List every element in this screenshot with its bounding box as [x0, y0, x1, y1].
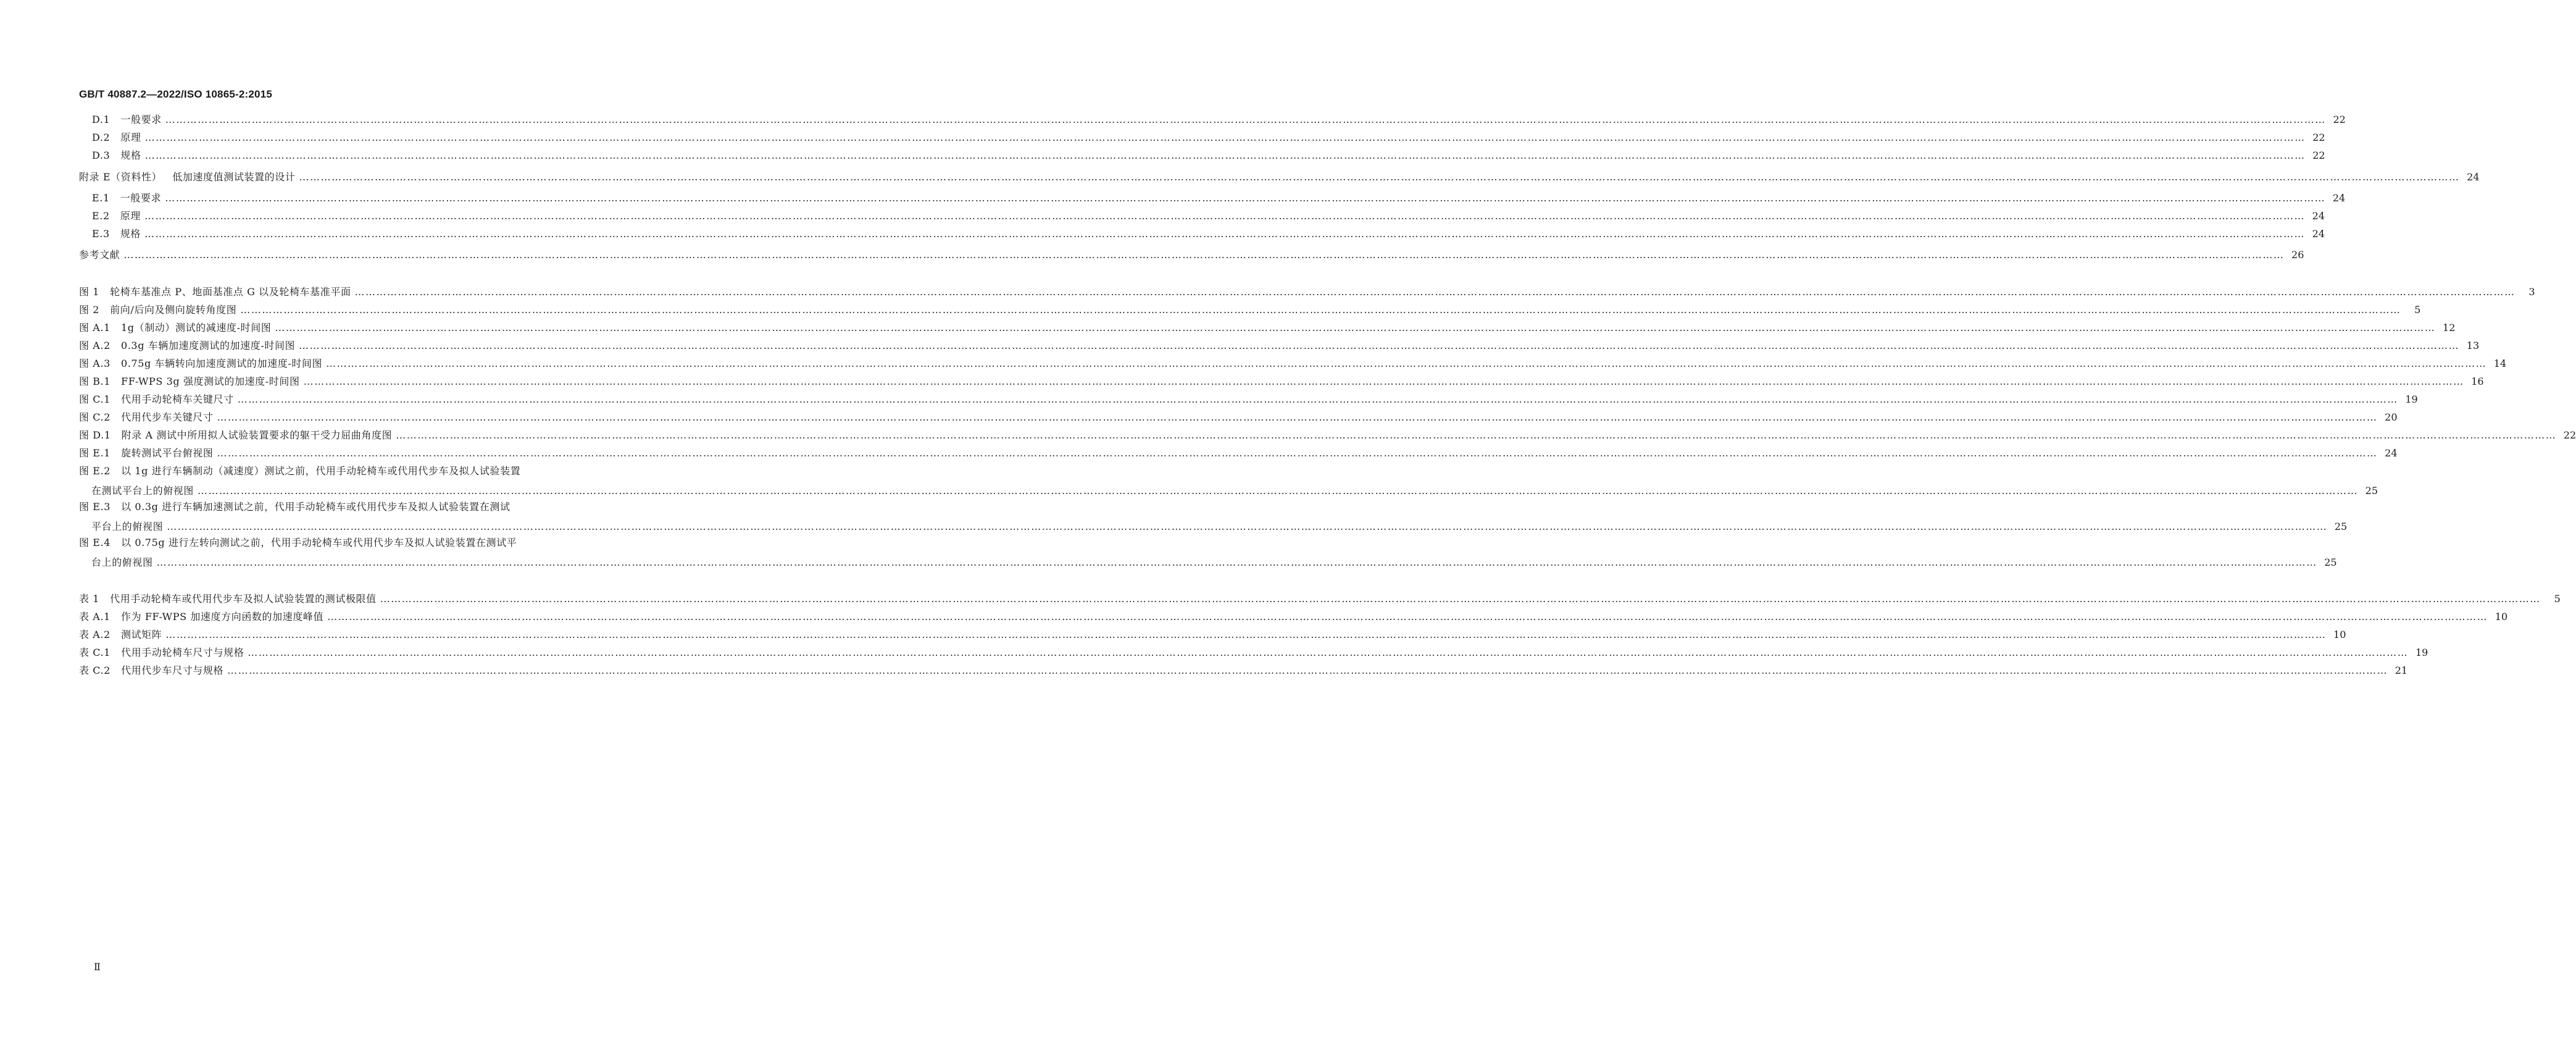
figure-title-continuation: 平台上的俯视图 — [91, 521, 164, 532]
figure-number: 图 1 — [79, 286, 100, 298]
toc-item-title: 低加速度值测试装置的设计 — [172, 171, 296, 183]
dot-leader: …………………………………………………………………………………………………………………………………………………………………………………………………………………………………………………………………………………………………………………………………………………………………………………………………………………………………………………………………………………………………………………………………………………… — [380, 593, 2541, 605]
toc-item-bibliography[interactable] — [79, 245, 2304, 265]
figure-page: 13 — [2466, 340, 2480, 351]
toc-item-page: 24 — [2312, 228, 2325, 240]
figure-title: 轮椅车基准点 P、地面基准点 G 以及轮椅车基准平面 — [110, 286, 351, 298]
toc-item-number: D.3 — [92, 149, 110, 161]
toc-item-e3[interactable] — [79, 224, 2325, 244]
figure-title: 前向/后向及侧向旋转角度图 — [110, 304, 237, 316]
dot-leader: …………………………………………………………………………………………………………………………………………………………………………………………………………………………………………………………………………………………………………………………………………………………………………………………………………………………………………………………………………………………………………………………………………………… — [144, 210, 2306, 222]
table-page: 5 — [2554, 593, 2561, 605]
figure-page: 20 — [2385, 411, 2398, 423]
toc-item-d2[interactable] — [79, 128, 2325, 148]
figure-entry-e3[interactable] — [79, 497, 2348, 537]
toc-item-page: 24 — [2312, 210, 2325, 222]
figure-number: 图 A.3 — [79, 358, 110, 369]
figure-page: 22 — [2563, 429, 2576, 441]
figure-page: 24 — [2385, 447, 2398, 459]
figure-page: 14 — [2493, 358, 2507, 369]
figure-title: 以 0.75g 进行左转向测试之前，代用手动轮椅车或代用代步车及拟人试验装置在测试平 — [121, 537, 517, 548]
dot-leader: …………………………………………………………………………………………………………………………………………………………………………………………………………………………………………………………………………………………………………………………………………………………………………………………………………………………………………………………………………………………………………………………………………………… — [144, 228, 2306, 240]
toc-item-page: 22 — [2312, 149, 2325, 161]
figure-title: 旋转测试平台俯视图 — [121, 447, 214, 459]
table-title: 代用手动轮椅车或代用代步车及拟人试验装置的测试极限值 — [110, 593, 377, 605]
dot-leader: …………………………………………………………………………………………………………………………………………………………………………………………………………………………………………………………………………………………………………………………………………………………………………………………………………………………………………………………………………………………………………………………………………………… — [165, 629, 2327, 640]
standard-code-header: GB/T 40887.2—2022/ISO 10865-2:2015 — [79, 88, 272, 100]
table-title: 代用手动轮椅车尺寸与规格 — [121, 647, 244, 658]
toc-item-number: D.2 — [92, 132, 110, 143]
figure-number: 图 E.3 — [79, 501, 111, 513]
dot-leader: …………………………………………………………………………………………………………………………………………………………………………………………………………………………………………………………………………………………………………………………………………………………………………………………………………………………………………………………………………………………………………………………………………………… — [144, 132, 2306, 143]
toc-item-page: 24 — [2332, 192, 2346, 204]
toc-item-number: E.3 — [92, 228, 110, 240]
figure-entry-e1[interactable] — [79, 443, 2398, 463]
table-entry-c1[interactable] — [79, 643, 2428, 663]
dot-leader: …………………………………………………………………………………………………………………………………………………………………………………………………………………………………………………………………………………………………………………………………………………………………………………………………………………………………………………………………………………………………………………………………………………… — [326, 358, 2487, 369]
table-number: 表 A.2 — [79, 629, 110, 640]
toc-item-number: E.2 — [92, 210, 110, 222]
dot-leader: …………………………………………………………………………………………………………………………………………………………………………………………………………………………………………………………………………………………………………………………………………………………………………………………………………………………………………………………………………………………………………………………………………………… — [240, 304, 2401, 316]
table-entry-a1[interactable] — [79, 607, 2508, 627]
dot-leader: …………………………………………………………………………………………………………………………………………………………………………………………………………………………………………………………………………………………………………………………………………………………………………………………………………………………………………………………………………………………………………………………………………………… — [167, 521, 2328, 532]
toc-item-page: 22 — [2312, 132, 2325, 143]
figure-title: FF-WPS 3g 强度测试的加速度-时间图 — [121, 375, 300, 387]
figure-entry-a3[interactable] — [79, 354, 2507, 374]
table-page: 10 — [2333, 629, 2346, 640]
dot-leader: …………………………………………………………………………………………………………………………………………………………………………………………………………………………………………………………………………………………………………………………………………………………………………………………………………………………………………………………………………………………………………………………………………………… — [217, 447, 2378, 459]
toc-item-title: 规格 — [120, 149, 141, 161]
dot-leader: …………………………………………………………………………………………………………………………………………………………………………………………………………………………………………………………………………………………………………………………………………………………………………………………………………………………………………………………………………………………………………………………………………………… — [303, 375, 2464, 387]
table-entry-a2[interactable] — [79, 625, 2346, 645]
toc-item-page: 26 — [2291, 249, 2304, 261]
dot-leader: …………………………………………………………………………………………………………………………………………………………………………………………………………………………………………………………………………………………………………………………………………………………………………………………………………………………………………………………………………………………………………………………………………………… — [299, 171, 2460, 183]
figure-page: 25 — [2334, 521, 2348, 532]
figure-entry-c1[interactable] — [79, 390, 2418, 409]
figure-page: 5 — [2414, 304, 2421, 316]
table-number: 表 C.2 — [79, 665, 111, 676]
figure-title: 1g（制动）测试的减速度-时间图 — [120, 322, 272, 333]
table-number: 表 A.1 — [79, 611, 110, 623]
figure-number: 图 D.1 — [79, 429, 111, 441]
figure-number: 图 C.2 — [79, 411, 111, 423]
figure-title-continuation: 在测试平台上的俯视图 — [91, 485, 194, 497]
figure-number: 图 B.1 — [79, 375, 111, 387]
dot-leader: …………………………………………………………………………………………………………………………………………………………………………………………………………………………………………………………………………………………………………………………………………………………………………………………………………………………………………………………………………………………………………………………………………………… — [123, 249, 2285, 261]
toc-item-d3[interactable] — [79, 146, 2325, 166]
toc-item-title: 原理 — [120, 132, 141, 143]
toc-item-title: 一般要求 — [120, 114, 162, 125]
figure-title: 代用代步车关键尺寸 — [121, 411, 214, 423]
dot-leader: …………………………………………………………………………………………………………………………………………………………………………………………………………………………………………………………………………………………………………………………………………………………………………………………………………………………………………………………………………………………………………………………………………………… — [227, 665, 2388, 676]
dot-leader: …………………………………………………………………………………………………………………………………………………………………………………………………………………………………………………………………………………………………………………………………………………………………………………………………………………………………………………………………………………………………………………………………………………… — [354, 286, 2516, 298]
toc-item-title: 原理 — [120, 210, 141, 222]
figure-number: 图 C.1 — [79, 393, 111, 405]
figure-page: 16 — [2471, 375, 2484, 387]
toc-item-title: 规格 — [120, 228, 141, 240]
figure-entry-e2[interactable] — [79, 461, 2378, 501]
table-title: 代用代步车尺寸与规格 — [121, 665, 224, 676]
dot-leader: …………………………………………………………………………………………………………………………………………………………………………………………………………………………………………………………………………………………………………………………………………………………………………………………………………………………………………………………………………………………………………………………………………………… — [299, 340, 2460, 351]
toc-item-title: 一般要求 — [120, 192, 162, 204]
dot-leader: …………………………………………………………………………………………………………………………………………………………………………………………………………………………………………………………………………………………………………………………………………………………………………………………………………………………………………………………………………………………………………………………………………………… — [144, 149, 2306, 161]
dot-leader: …………………………………………………………………………………………………………………………………………………………………………………………………………………………………………………………………………………………………………………………………………………………………………………………………………………………………………………………………………………………………………………………………………………… — [165, 192, 2326, 204]
toc-item-number: E.1 — [92, 192, 110, 204]
page-number: Ⅱ — [94, 961, 101, 973]
figure-number: 图 E.2 — [79, 465, 111, 477]
figure-number: 图 E.4 — [79, 537, 111, 548]
figure-entry-d1[interactable] — [79, 426, 2576, 445]
figure-entry-a2[interactable] — [79, 336, 2480, 356]
figure-number: 图 2 — [79, 304, 100, 316]
toc-item-page: 24 — [2467, 171, 2480, 183]
table-page: 10 — [2495, 611, 2508, 623]
figure-title: 代用手动轮椅车关键尺寸 — [121, 393, 234, 405]
figure-page: 3 — [2528, 286, 2535, 298]
table-page: 19 — [2415, 647, 2428, 658]
figure-page: 19 — [2405, 393, 2418, 405]
figure-number: 图 A.2 — [79, 340, 110, 351]
dot-leader: …………………………………………………………………………………………………………………………………………………………………………………………………………………………………………………………………………………………………………………………………………………………………………………………………………………………………………………………………………………………………………………………………………………… — [248, 647, 2409, 658]
figure-page: 12 — [2443, 322, 2456, 333]
toc-item-number: 附录 E（资料性） — [79, 171, 162, 183]
toc-item-e1[interactable] — [79, 188, 2346, 208]
dot-leader: …………………………………………………………………………………………………………………………………………………………………………………………………………………………………………………………………………………………………………………………………………………………………………………………………………………………………………………………………………………………………………………………………………………… — [217, 411, 2378, 423]
table-number: 表 C.1 — [79, 647, 111, 658]
figure-title: 0.75g 车辆转向加速度测试的加速度-时间图 — [120, 358, 323, 369]
dot-leader: …………………………………………………………………………………………………………………………………………………………………………………………………………………………………………………………………………………………………………………………………………………………………………………………………………………………………………………………………………………………………………………………………………………… — [327, 611, 2488, 623]
figure-entry-e4[interactable] — [79, 533, 2337, 572]
table-title: 作为 FF-WPS 加速度方向函数的加速度峰值 — [120, 611, 324, 623]
toc-item-number: D.1 — [92, 114, 110, 125]
table-entry-1[interactable] — [79, 589, 2561, 609]
toc-item-e2[interactable] — [79, 206, 2325, 226]
dot-leader: …………………………………………………………………………………………………………………………………………………………………………………………………………………………………………………………………………………………………………………………………………………………………………………………………………………………………………………………………………………………………………………………………………………… — [156, 556, 2317, 568]
figure-title: 附录 A 测试中所用拟人试验装置要求的躯干受力屈曲角度图 — [121, 429, 393, 441]
figure-title: 以 0.3g 进行车辆加速测试之前，代用手动轮椅车或代用代步车及拟人试验装置在测试 — [121, 501, 511, 513]
toc-item-d1[interactable] — [79, 110, 2346, 130]
figure-number: 图 E.1 — [79, 447, 111, 459]
dot-leader: …………………………………………………………………………………………………………………………………………………………………………………………………………………………………………………………………………………………………………………………………………………………………………………………………………………………………………………………………………………………………………………………………………………… — [237, 393, 2398, 405]
toc-item-page: 22 — [2333, 114, 2346, 125]
figure-entry-b1[interactable] — [79, 372, 2484, 392]
figure-page: 25 — [2365, 485, 2378, 497]
figure-entry-1[interactable] — [79, 282, 2535, 302]
toc-item-title: 参考文献 — [79, 249, 120, 261]
dot-leader: …………………………………………………………………………………………………………………………………………………………………………………………………………………………………………………………………………………………………………………………………………………………………………………………………………………………………………………………………………………………………………………………………………………… — [165, 114, 2326, 125]
figure-entry-2[interactable] — [79, 300, 2421, 320]
figure-title: 以 1g 进行车辆制动（减速度）测试之前，代用手动轮椅车或代用代步车及拟人试验装置 — [121, 465, 521, 477]
figure-entry-a1[interactable] — [79, 318, 2456, 338]
figure-title-continuation: 台上的俯视图 — [91, 556, 153, 568]
dot-leader: …………………………………………………………………………………………………………………………………………………………………………………………………………………………………………………………………………………………………………………………………………………………………………………………………………………………………………………………………………………………………………………………………………………… — [275, 322, 2436, 333]
figure-entry-c2[interactable] — [79, 408, 2398, 427]
table-entry-c2[interactable] — [79, 661, 2408, 681]
table-title: 测试矩阵 — [120, 629, 162, 640]
table-page: 21 — [2395, 665, 2408, 676]
figure-page: 25 — [2324, 556, 2337, 568]
dot-leader: …………………………………………………………………………………………………………………………………………………………………………………………………………………………………………………………………………………………………………………………………………………………………………………………………………………………………………………………………………………………………………………………………………………… — [396, 429, 2557, 441]
toc-item-annex-e[interactable] — [79, 167, 2480, 187]
table-number: 表 1 — [79, 593, 100, 605]
figure-number: 图 A.1 — [79, 322, 110, 333]
dot-leader: …………………………………………………………………………………………………………………………………………………………………………………………………………………………………………………………………………………………………………………………………………………………………………………………………………………………………………………………………………………………………………………………………………………… — [198, 485, 2359, 497]
figure-title: 0.3g 车辆加速度测试的加速度-时间图 — [120, 340, 296, 351]
